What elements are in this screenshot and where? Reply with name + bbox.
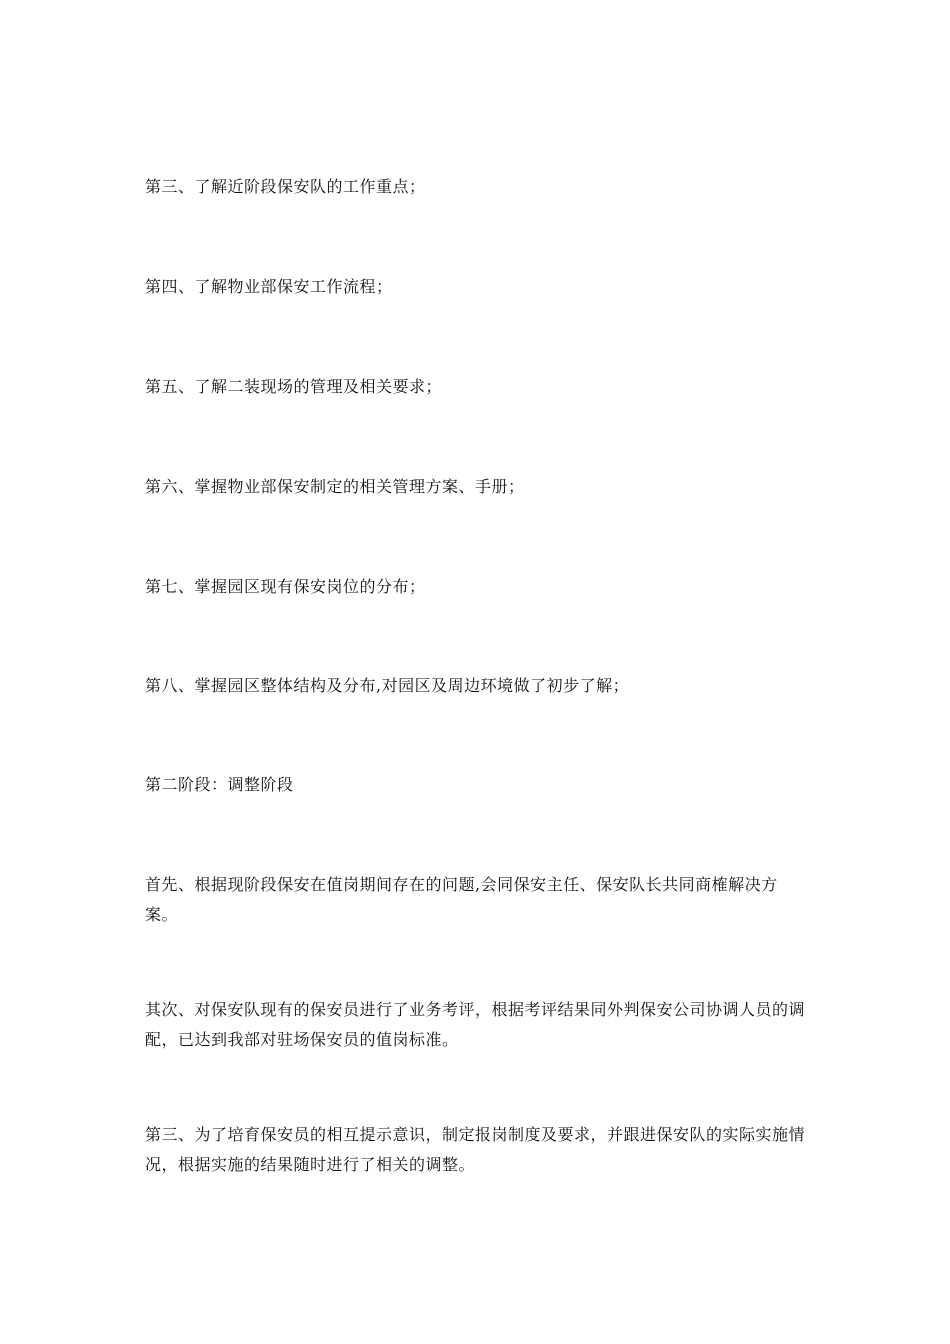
paragraph-item-4: 第四、了解物业部保安工作流程； <box>145 277 393 296</box>
paragraph-item-6: 第六、掌握物业部保安制定的相关管理方案、手册； <box>145 477 525 496</box>
paragraph-first: 首先、根据现阶段保安在值岗期间存在的问题,会同保安主任、保安队长共同商榷解决方案。 <box>145 875 778 924</box>
paragraph-item-7: 第七、掌握园区现有保安岗位的分布； <box>145 577 426 596</box>
paragraph-item-5: 第五、了解二装现场的管理及相关要求； <box>145 377 443 396</box>
section-heading-stage-2: 第二阶段：调整阶段 <box>145 775 294 794</box>
paragraph-second: 其次、对保安队现有的保安员进行了业务考评，根据考评结果同外判保安公司协调人员的调配，已达到我部对驻场保安员的值岗标准。 <box>145 1000 806 1049</box>
paragraph-item-3: 第三、了解近阶段保安队的工作重点； <box>145 177 426 196</box>
paragraph-third: 第三、为了培育保安员的相互提示意识，制定报岗制度及要求，并跟进保安队的实际实施情况，根据实施的结果随时进行了相关的调整。 <box>145 1125 806 1174</box>
paragraph-item-8: 第八、掌握园区整体结构及分布,对园区及周边环境做了初步了解； <box>145 676 630 695</box>
